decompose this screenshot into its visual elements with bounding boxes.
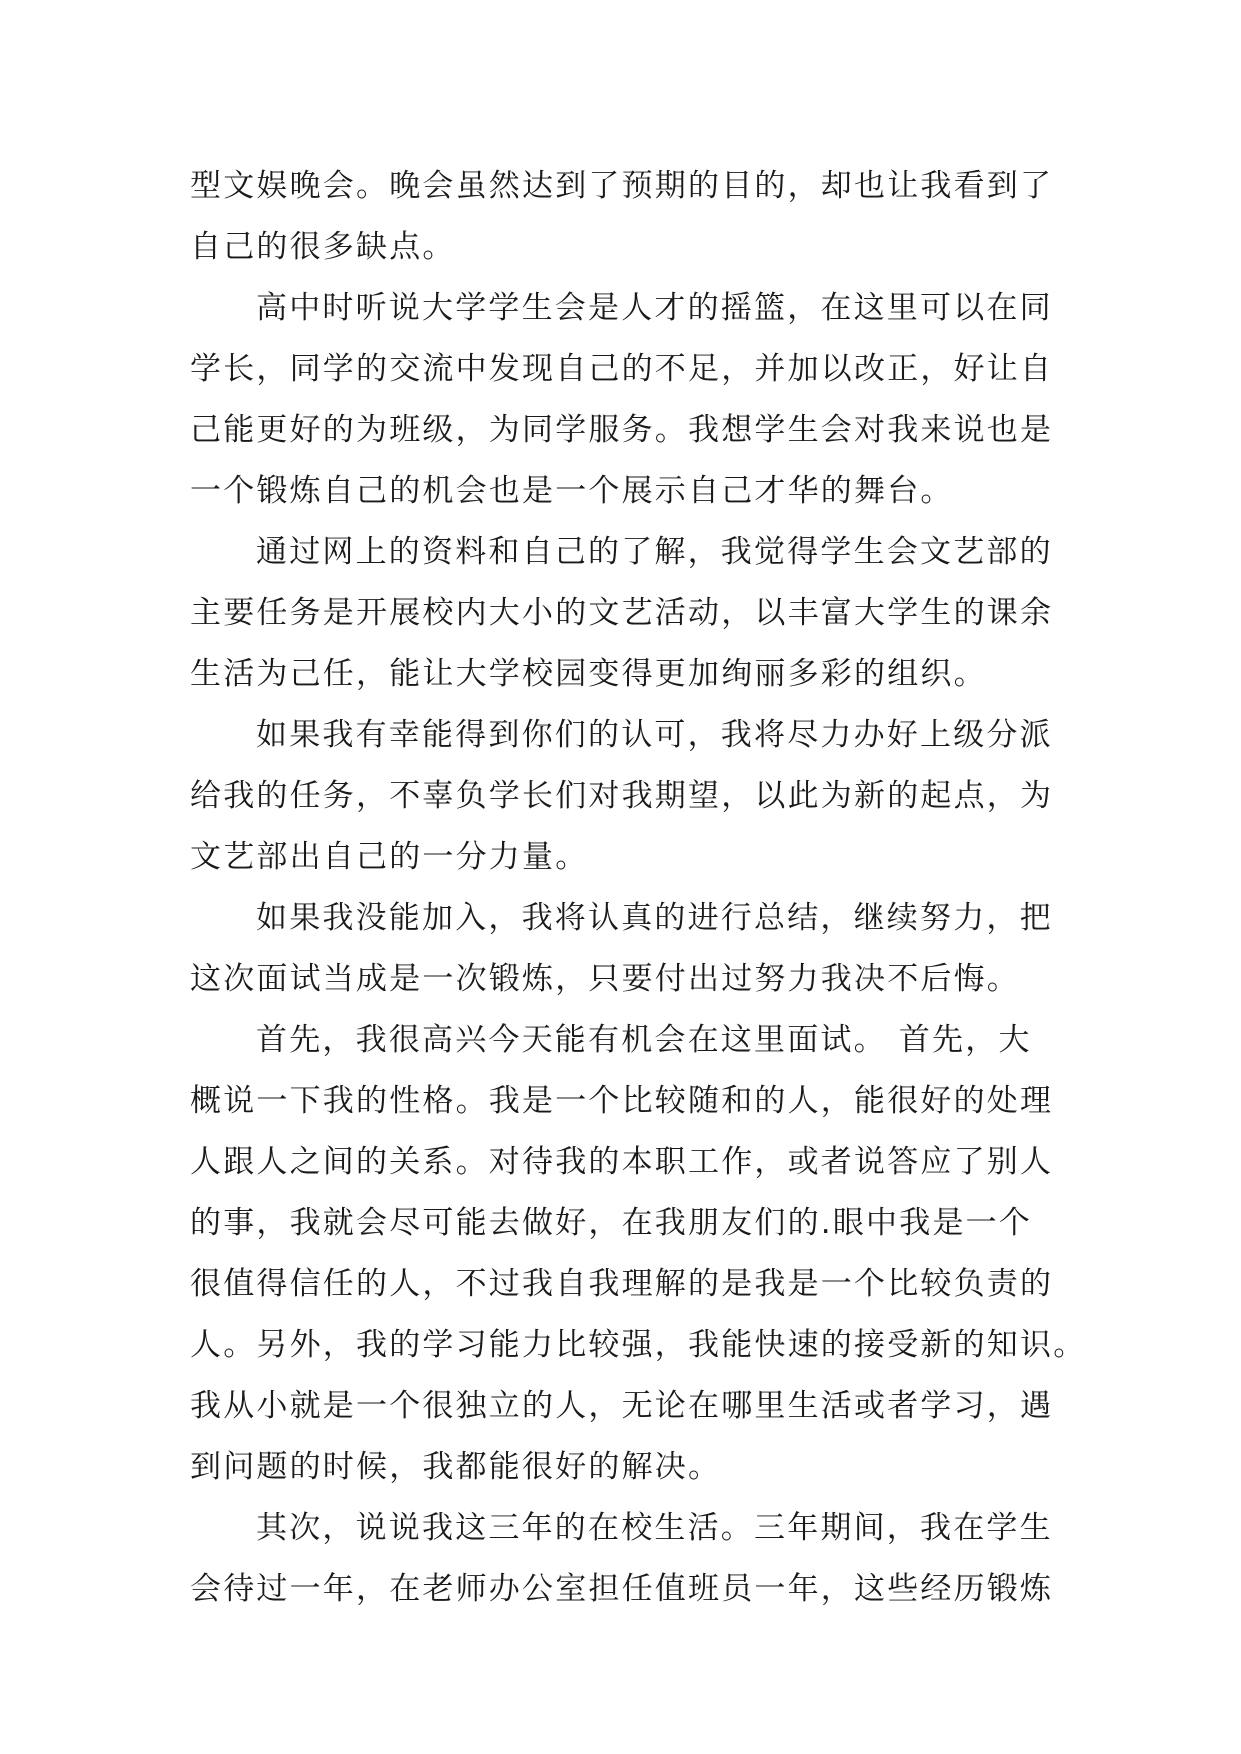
text-line: 文艺部出自己的一分力量。 (190, 839, 589, 875)
text-line: 的事，我就会尽可能去做好，在我朋友们的.眼中我是一个 (190, 1205, 1033, 1241)
paragraph (190, 888, 1054, 1010)
text-line: 人。另外，我的学习能力比较强，我能快速的接受新的知识。 (190, 1327, 1087, 1363)
text-line: 给我的任务，不辜负学长们对我期望，以此为新的起点，为 (190, 778, 1054, 814)
text-line: 到问题的时候，我都能很好的解决。 (190, 1449, 722, 1485)
text-line: 我从小就是一个很独立的人，无论在哪里生活或者学习，遇 (190, 1388, 1054, 1424)
paragraph (190, 156, 1054, 278)
paragraph (190, 278, 1054, 522)
text-line: 概说一下我的性格。我是一个比较随和的人，能很好的处理 (190, 1083, 1054, 1119)
text-line: 如果我有幸能得到你们的认可，我将尽力办好上级分派 (256, 717, 1053, 753)
text-line: 人跟人之间的关系。对待我的本职工作，或者说答应了别人 (190, 1144, 1054, 1180)
document-body (190, 156, 1087, 1620)
text-line: 一个锻炼自己的机会也是一个展示自己才华的舞台。 (190, 473, 954, 509)
text-line: 很值得信任的人，不过我自我理解的是我是一个比较负责的 (190, 1266, 1054, 1302)
text-line: 这次面试当成是一次锻炼，只要付出过努力我决不后悔。 (190, 961, 1020, 997)
text-line: 自己的很多缺点。 (190, 229, 456, 265)
text-line: 通过网上的资料和自己的了解，我觉得学生会文艺部的 (256, 534, 1053, 570)
text-line: 生活为己任，能让大学校园变得更加绚丽多彩的组织。 (190, 656, 987, 692)
text-line: 学长，同学的交流中发现自己的不足，并加以改正，好让自 (190, 351, 1054, 387)
text-line: 主要任务是开展校内大小的文艺活动，以丰富大学生的课余 (190, 595, 1054, 631)
paragraph (190, 1498, 1054, 1620)
text-line: 型文娱晚会。晚会虽然达到了预期的目的，却也让我看到了 (190, 168, 1054, 204)
paragraph (190, 522, 1054, 705)
text-line: 其次，说说我这三年的在校生活。三年期间，我在学生 (256, 1510, 1053, 1546)
text-line: 高中时听说大学学生会是人才的摇篮，在这里可以在同 (256, 290, 1053, 326)
paragraph (190, 1010, 1087, 1498)
paragraph (190, 705, 1054, 888)
text-line: 首先，我很高兴今天能有机会在这里面试。 首先，大 (256, 1022, 1032, 1058)
text-line: 己能更好的为班级，为同学服务。我想学生会对我来说也是 (190, 412, 1054, 448)
text-line: 会待过一年，在老师办公室担任值班员一年，这些经历锻炼 (190, 1571, 1054, 1607)
text-line: 如果我没能加入，我将认真的进行总结，继续努力，把 (256, 900, 1053, 936)
